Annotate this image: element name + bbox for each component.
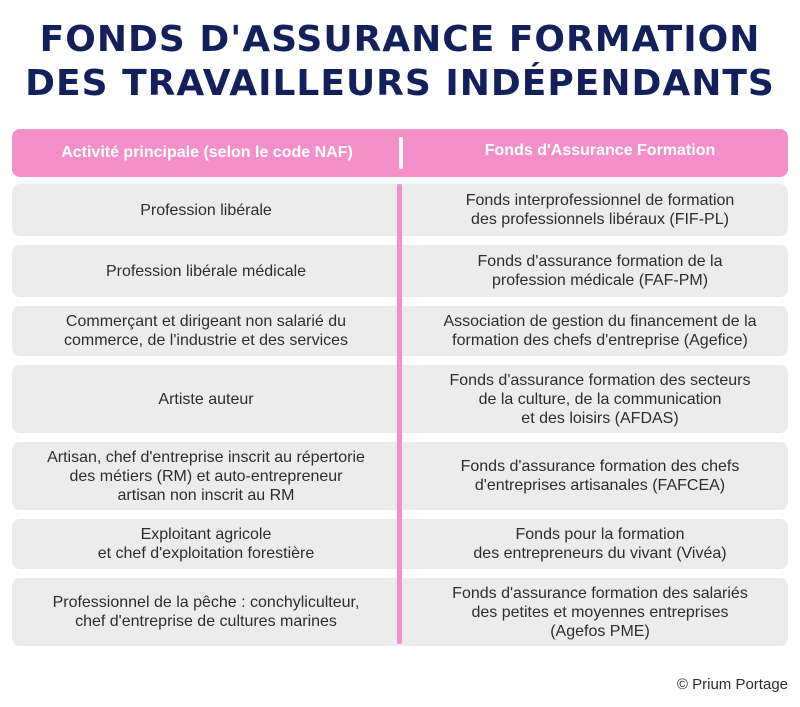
title-line-2: DES TRAVAILLEURS INDÉPENDANTS <box>25 63 775 104</box>
header-fund: Fonds d'Assurance Formation <box>484 142 716 159</box>
fund-cell: Fonds interprofessionnel de formation des professionnels libéraux (FIF-PL) <box>465 192 735 228</box>
activity-cell: Exploitant agricole et chef d'exploitation forestière <box>97 526 315 562</box>
page-title <box>0 18 800 106</box>
activity-cell: Artisan, chef d'entreprise inscrit au répertorie des métiers (RM) et auto-entrepreneur artisan non inscrit au RM <box>47 448 365 504</box>
fund-cell: Fonds pour la formation des entrepreneurs du vivant (Vivéa) <box>473 526 727 562</box>
activity-cell: Profession libérale <box>140 201 272 219</box>
fund-cell: Fonds d'assurance formation des chefs d'entreprises artisanales (FAFCEA) <box>460 458 740 494</box>
activity-cell: Profession libérale médicale <box>105 262 307 280</box>
title-line-1: FONDS D'ASSURANCE FORMATION <box>39 19 761 60</box>
table-header <box>12 129 788 177</box>
activity-cell: Professionnel de la pêche : conchyliculteur, chef d'entreprise de cultures marines <box>52 594 360 630</box>
activity-cell: Artiste auteur <box>158 390 254 408</box>
fund-cell: Association de gestion du financement de la formation des chefs d'entreprise (Agefice) <box>443 313 757 349</box>
fund-cell: Fonds d'assurance formation des secteurs de la culture, de la communication et des loisirs (AFDAS) <box>449 371 751 427</box>
fund-cell: Fonds d'assurance formation des salariés des petites et moyennes entreprises (Agefos PME) <box>452 584 748 640</box>
header-separator <box>399 137 403 169</box>
column-divider <box>397 184 402 644</box>
activity-cell: Commerçant et dirigeant non salarié du commerce, de l'industrie et des services <box>63 313 349 349</box>
header-activity: Activité principale (selon le code NAF) <box>61 144 353 161</box>
copyright-notice: © Prium Portage <box>676 676 788 693</box>
fund-cell: Fonds d'assurance formation de la profession médicale (FAF-PM) <box>477 253 723 289</box>
